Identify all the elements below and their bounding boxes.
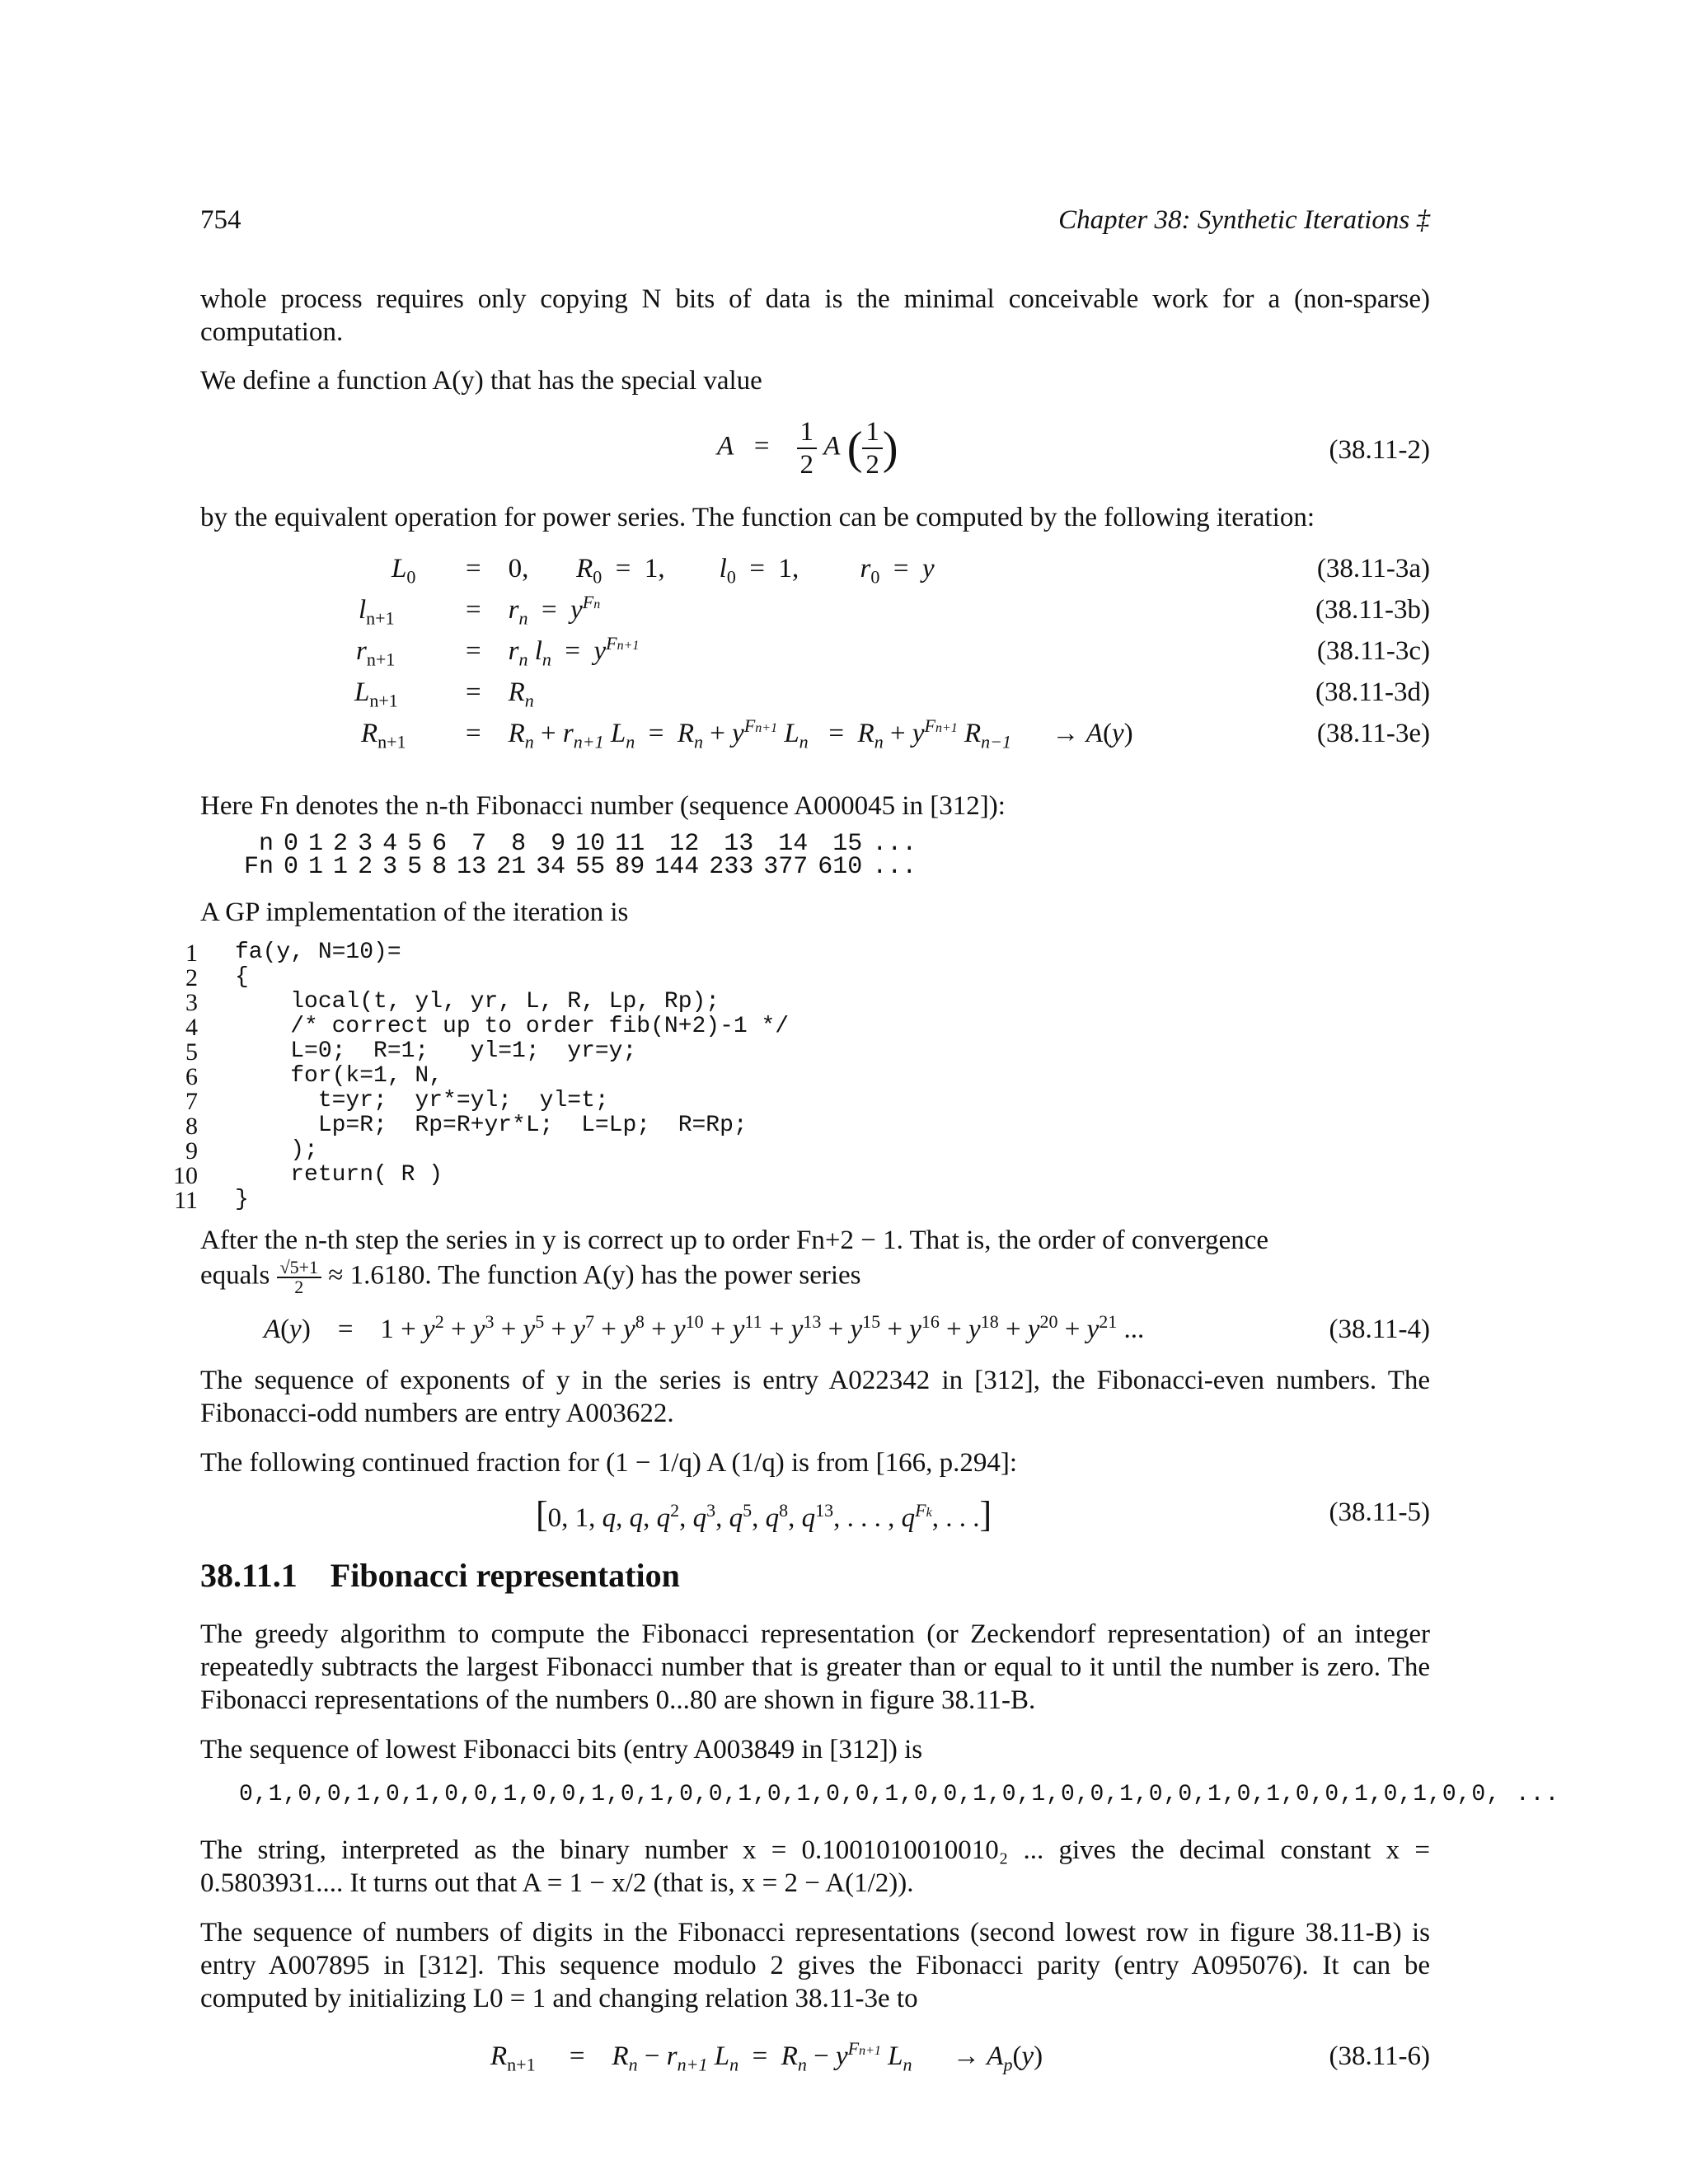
- table-cell: Fn: [244, 853, 274, 881]
- code-line: local(t, yl, yr, L, R, Lp, Rp);: [235, 989, 720, 1015]
- table-cell: 1: [308, 830, 324, 858]
- paragraph-6-line-2: [200, 1258, 861, 1296]
- equation-number: (38.11-3a): [1316, 554, 1430, 583]
- paragraph-12: The sequence of numbers of digits in the Fibonacci representations (second lowest row in figure 38.11-B) is entry A007895 in [312]. This sequence modulo 2 gives the Fibonacci parity (entry A095076). It can be computed by initializing L0 = 1 and changing relation 38.11-3e to: [200, 1918, 1430, 2013]
- equation-38-11-6: $R_{n+1}$ = $R_n - r_{n+1}$ $L_n = R_n - y^{Fn+1}$ $L_n$ → $A_p(y)$: [490, 2038, 1043, 2075]
- equation-38-11-3b: $l_{n+1}$: [359, 595, 395, 629]
- table-row: [239, 832, 921, 855]
- table-cell: 4: [382, 830, 398, 858]
- equation-number: (38.11-6): [1329, 2041, 1430, 2071]
- table-cell: 89: [615, 853, 645, 881]
- equation-number: (38.11-3d): [1315, 677, 1430, 707]
- code-line: return( R ): [235, 1162, 443, 1188]
- table-cell: 9: [551, 830, 566, 858]
- paragraph-4: Here Fn denotes the n-th Fibonacci number (sequence A000045 in [312]):: [200, 791, 1006, 821]
- table-cell: 21: [496, 853, 527, 881]
- equation-38-11-3c: $r_{n+1}$: [356, 636, 396, 670]
- code-line-number: 2: [185, 964, 198, 991]
- section-heading: [200, 1556, 680, 1595]
- table-cell: 14: [778, 830, 809, 858]
- equation-38-11-3e-rhs: = $R_n + r_{n+1}$ $L_n = R_n + y^{Fn+1}$ $L_n = R_n + y^{Fn+1}$ $R_{n-1}$ → A(y): [466, 715, 1133, 752]
- table-cell: 2: [333, 830, 349, 858]
- equation-38-11-3d-rhs: = $R_n$: [466, 677, 534, 711]
- paragraph-9: The greedy algorithm to compute the Fibonacci representation (or Zeckendorf representation) of an integer repeatedly subtracts the largest Fibonacci number that is greater than or equal to it until the number is zero. The Fibonacci representations of the numbers 0...80 are shown in figure 38.11-B.: [200, 1619, 1430, 1715]
- table-cell: 5: [407, 853, 423, 881]
- equation-38-11-2: A = $\frac{1}{2}$ A ( $\frac{1}{2}$ ): [717, 417, 898, 480]
- table-cell: 10: [575, 830, 606, 858]
- paragraph-5: A GP implementation of the iteration is: [200, 898, 629, 927]
- table-cell: 11: [615, 830, 645, 858]
- code-line-number: 5: [185, 1038, 198, 1066]
- code-line: /* correct up to order fib(N+2)-1 */: [235, 1014, 790, 1039]
- code-line: t=yr; yr*=yl; yl=t;: [235, 1088, 609, 1113]
- paragraph-8: The following continued fraction for (1 − 1/q) A (1/q) is from [166, p.294]:: [200, 1448, 1017, 1478]
- table-cell: 6: [432, 830, 448, 858]
- equation-38-11-3d: $L_{n+1}$: [354, 677, 398, 711]
- paragraph-11: The string, interpreted as the binary number x = 0.1001010010010₂ ... gives the decimal constant x = 0.5803931.... It turns out that A = 1 − x/2 (that is, x = 2 − A(1/2)).: [200, 1835, 1430, 1898]
- table-cell: 0: [284, 853, 299, 881]
- table-cell: 55: [575, 853, 606, 881]
- paragraph-6-text-b: ≈ 1.6180. The function A(y) has the power series: [328, 1260, 861, 1291]
- code-line-number: 1: [185, 940, 198, 967]
- equation-38-11-3b-rhs: = $r_n = y^{Fn}$: [466, 592, 601, 629]
- code-line: Lp=R; Rp=R+yr*L; L=Lp; R=Rp;: [235, 1113, 748, 1138]
- table-cell: 144: [654, 853, 700, 881]
- table-row: [239, 855, 921, 879]
- table-cell: 610: [818, 853, 863, 881]
- paragraph-1-text: whole process requires only copying N bits of data is the minimal conceivable work for a (non-sparse) computation.: [200, 284, 1430, 347]
- code-line: for(k=1, N,: [235, 1063, 443, 1089]
- code-line-number: 9: [185, 1137, 198, 1165]
- table-cell: 3: [382, 853, 398, 881]
- code-line: }: [235, 1187, 249, 1212]
- paragraph-1: [200, 283, 1430, 349]
- table-cell: 2: [358, 853, 373, 881]
- table-cell: 5: [407, 830, 423, 858]
- table-cell: 15: [832, 830, 863, 858]
- equation-38-11-3a-rhs: = 0, $R_0 = 1$, $l_0 = 1$, $r_0 = y$: [466, 554, 935, 588]
- table-cell: 3: [358, 830, 373, 858]
- table-cell: 12: [669, 830, 700, 858]
- equation-number: (38.11-3e): [1316, 719, 1430, 748]
- equation-number: (38.11-2): [1329, 435, 1430, 465]
- fibonacci-table: [239, 832, 921, 879]
- equation-number: (38.11-3c): [1316, 636, 1430, 666]
- equation-38-11-4: A(y) = $1 + y^2 + y^3 + y^5 + y^7 + y^8 + y^{10} + y^{11} + y^{13} + y^{15} + y^{16} + y^{18} + y^{20} + y^{21}$ ...: [264, 1311, 1145, 1344]
- equation-number: (38.11-4): [1329, 1315, 1430, 1344]
- table-cell: 377: [763, 853, 809, 881]
- code-line-number: 10: [173, 1162, 198, 1189]
- table-cell: 1: [333, 853, 349, 881]
- table-cell: 13: [724, 830, 754, 858]
- table-cell: 1: [308, 853, 324, 881]
- equation-number: (38.11-3b): [1315, 595, 1430, 625]
- paragraph-10: The sequence of lowest Fibonacci bits (entry A003849 in [312]) is: [200, 1735, 923, 1765]
- paragraph-3: by the equivalent operation for power series. The function can be computed by the following iteration:: [200, 503, 1315, 532]
- code-line-number: 3: [185, 989, 198, 1016]
- code-line-number: 7: [185, 1088, 198, 1115]
- section-title: Fibonacci representation: [330, 1557, 680, 1594]
- code-line-number: 8: [185, 1113, 198, 1140]
- table-cell: 13: [457, 853, 487, 881]
- table-cell: 8: [511, 830, 527, 858]
- page-number: 754: [200, 205, 241, 235]
- table-cell: 34: [536, 853, 566, 881]
- equation-38-11-5: [0, 1, q, q, $q^2$, $q^3$, $q^5$, $q^8$, $q^{13}$, . . . , $q^{Fk}$, . . .]: [536, 1494, 992, 1535]
- table-cell: n: [259, 830, 274, 858]
- code-line: );: [235, 1137, 318, 1163]
- table-cell: 0: [284, 830, 299, 858]
- paragraph-6-text-a: equals: [200, 1260, 270, 1291]
- code-line: L=0; R=1; yl=1; yr=y;: [235, 1038, 637, 1064]
- code-line-number: 4: [185, 1014, 198, 1041]
- running-header: Chapter 38: Synthetic Iterations ‡: [1058, 205, 1430, 235]
- code-line-number: 11: [174, 1187, 198, 1214]
- golden-ratio-fraction: $\frac{√5+1}{2}$: [277, 1258, 321, 1296]
- code-line: {: [235, 964, 249, 990]
- table-cell: 8: [432, 853, 448, 881]
- equation-38-11-3a: $L_0$: [392, 554, 416, 588]
- equation-38-11-3e: $R_{n+1}$: [361, 719, 406, 752]
- table-cell: 233: [709, 853, 754, 881]
- section-number: 38.11.1: [200, 1557, 298, 1594]
- code-line-number: 6: [185, 1063, 198, 1090]
- paragraph-7: The sequence of exponents of y in the series is entry A022342 in [312], the Fibonacci-even numbers. The Fibonacci-odd numbers are entry A003622.: [200, 1366, 1430, 1428]
- equation-38-11-3c-rhs: = $r_n$ $l_n = y^{Fn+1}$: [466, 633, 640, 670]
- fibonacci-bit-sequence: 0,1,0,0,1,0,1,0,0,1,0,0,1,0,1,0,0,1,0,1,0,0,1,0,0,1,0,1,0,0,1,0,0,1,0,1,0,0,1,0,1,0,0, ...: [239, 1782, 1560, 1807]
- paragraph-6-line-1: After the n-th step the series in y is correct up to order Fn+2 − 1. That is, the order of convergence: [200, 1226, 1269, 1255]
- table-cell: ...: [872, 853, 917, 881]
- table-cell: ...: [872, 830, 917, 858]
- equation-number: (38.11-5): [1329, 1497, 1430, 1527]
- paragraph-2: We define a function A(y) that has the special value: [200, 366, 762, 396]
- table-cell: 7: [471, 830, 487, 858]
- code-line: fa(y, N=10)=: [235, 940, 401, 965]
